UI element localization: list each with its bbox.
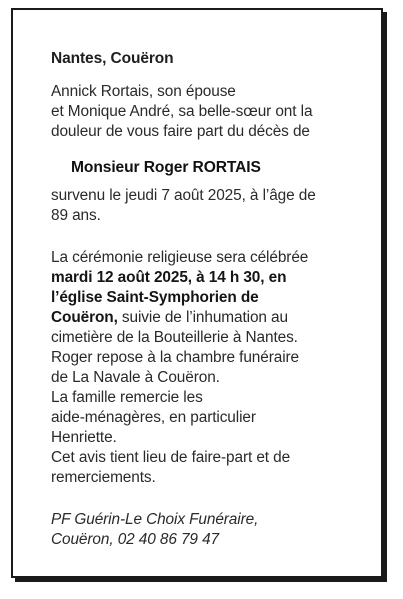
intro-paragraph [51,82,371,142]
ceremony-line: cimetière de la Bouteillerie à Nantes. [51,329,298,346]
ceremony-burial-text: suivie de l’inhumation au [117,309,288,326]
intro-line: douleur de vous faire part du décès de [51,123,310,140]
ceremony-place-line: l’église Saint-Symphorien de [51,289,259,306]
rest-line: Roger repose à la chambre funéraire [51,349,300,366]
agency-contact: Couëron, 02 40 86 79 47 [51,531,219,548]
thanks-line: aide-ménagères, en particulier [51,409,256,426]
agency-name: PF Guérin-Le Choix Funéraire, [51,511,259,528]
funeral-agency [51,510,258,550]
notice-line: remerciements. [51,469,156,486]
intro-line: et Monique André, sa belle-sœur ont la [51,103,313,120]
thanks-line: La famille remercie les [51,389,203,406]
obituary-notice [11,8,383,578]
rest-line: de La Navale à Couëron. [51,369,220,386]
deceased-name: Monsieur Roger RORTAIS [71,159,261,176]
ceremony-date-line: mardi 12 août 2025, à 14 h 30, en [51,269,287,286]
ceremony-line: La cérémonie religieuse sera célébrée [51,249,309,266]
ceremony-town: Couëron, [51,309,118,326]
passing-line: 89 ans. [51,207,101,224]
notice-location: Nantes, Couëron [51,50,174,67]
thanks-line: Henriette. [51,429,117,446]
ceremony-details [51,248,308,488]
passing-paragraph [51,186,316,226]
notice-line: Cet avis tient lieu de faire-part et de [51,449,291,466]
intro-line: Annick Rortais, son épouse [51,83,236,100]
passing-line: survenu le jeudi 7 août 2025, à l’âge de [51,187,316,204]
ceremony-line [51,308,308,328]
